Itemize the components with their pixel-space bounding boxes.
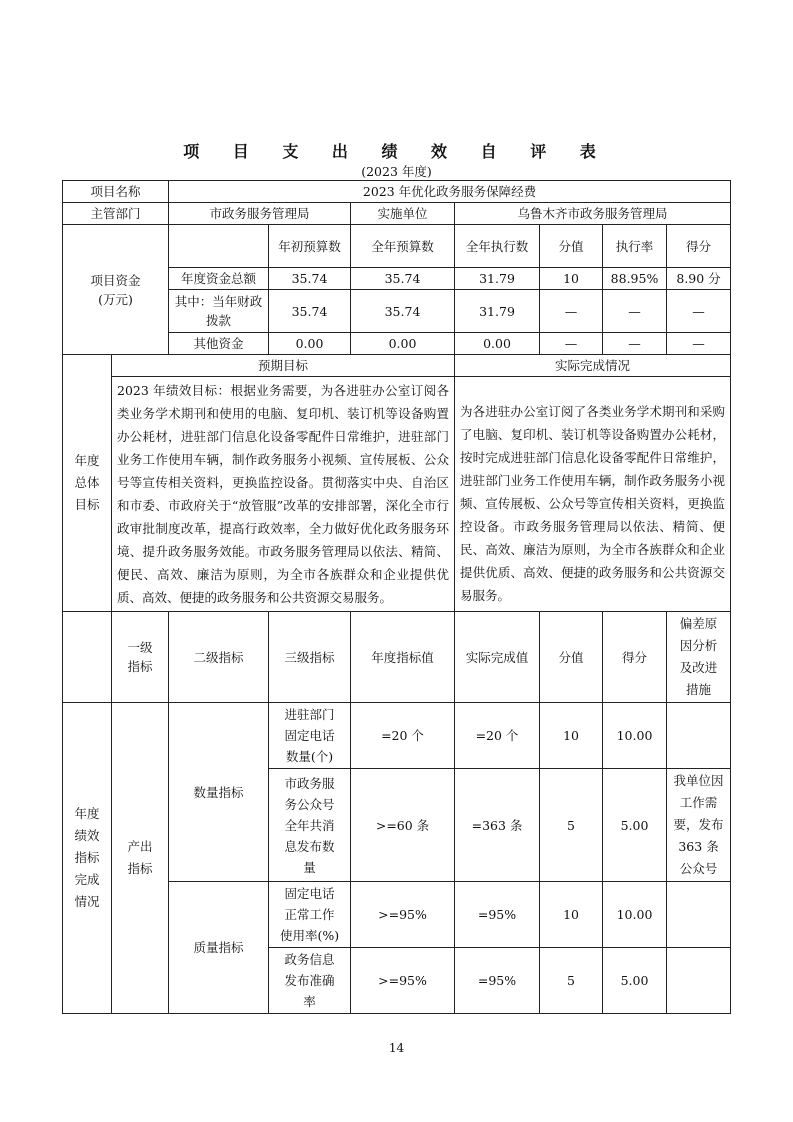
funds-cell: —	[603, 290, 667, 333]
funds-cell: 0.00	[269, 333, 351, 355]
goals-header-row	[63, 355, 731, 377]
funds-cell: 0.00	[351, 333, 455, 355]
actual-value: =363 条	[455, 769, 540, 882]
project-name-value: 2023 年优化政务服务保障经费	[169, 181, 731, 203]
funds-cell: 31.79	[455, 290, 540, 333]
actual-goal-text: 为各进驻办公室订阅了各类业务学术期刊和采购了电脑、复印机、装订机等设备购置办公耗材，按时完成进驻部门信息化设备零配件日常维护，进驻部门业务工作使用车辆，制作政务服务小视频、宣传展板、公众号等宣传相关资料，更换监控设备。市政务服务管理局以依法、精简、便民、高效、廉洁为原则，为全市各族群众和企业提供优质、高效、便捷的政务服务和公共资源交易服务。	[455, 377, 731, 612]
funds-header-annual: 全年预算数	[351, 225, 455, 268]
funds-header-initial: 年初预算数	[269, 225, 351, 268]
funds-header-weight: 分值	[540, 225, 603, 268]
project-name-row	[63, 181, 731, 203]
funds-cell: 35.74	[269, 268, 351, 290]
goals-label: 年度总体目标	[63, 355, 112, 612]
target-value: =20 个	[351, 703, 455, 769]
dept-value: 市政务服务管理局	[169, 203, 351, 225]
funds-header-row	[63, 225, 731, 268]
weight-value: 5	[540, 769, 603, 882]
score-value: 5.00	[603, 769, 667, 882]
funds-header-blank	[169, 225, 269, 268]
weight-value: 5	[540, 948, 603, 1014]
funds-row-label: 其中：当年财政拨款	[169, 290, 269, 333]
funds-cell: 8.90 分	[667, 268, 731, 290]
level3-indicator: 政务信息发布准确率	[269, 948, 351, 1014]
page-subtitle: (2023 年度)	[361, 164, 432, 179]
funds-header-rate: 执行率	[603, 225, 667, 268]
indicator-row	[63, 703, 731, 769]
expected-goal-text: 2023 年绩效目标：根据业务需要，为各进驻办公室订阅各类业务学术期刊和使用的电脑、复印机、装订机等设备购置办公耗材，进驻部门信息化设备零配件日常维护，进驻部门业务工作使用车辆，制作政务服务小视频、宣传展板、公众号等宣传相关资料，更换监控设备。贯彻落实中央、自治区和市委、市政府关于“放管服”改革的安排部署，深化全市行政审批制度改革，提高行政效率，全力做好优化政务服务环境、提升政务服务效能。市政务服务管理局以依法、精简、便民、高效、廉洁为原则，为全市各族群众和企业提供优质、高效、便捷的政务服务和公共资源交易服务。	[112, 377, 455, 612]
header-target: 年度指标值	[351, 612, 455, 703]
funds-cell: 35.74	[351, 268, 455, 290]
funds-row-label: 其他资金	[169, 333, 269, 355]
actual-value: =20 个	[455, 703, 540, 769]
level3-indicator: 固定电话正常工作使用率(%)	[269, 882, 351, 948]
funds-cell: 35.74	[351, 290, 455, 333]
score-value: 10.00	[603, 882, 667, 948]
impl-value: 乌鲁木齐市政务服务管理局	[455, 203, 731, 225]
header-note: 偏差原因分析及改进措施	[667, 612, 731, 703]
actual-goal-header: 实际完成情况	[455, 355, 731, 377]
funds-row-label: 年度资金总额	[169, 268, 269, 290]
weight-value: 10	[540, 882, 603, 948]
header-level1: 一级指标	[112, 612, 169, 703]
funds-cell: —	[667, 290, 731, 333]
level2-indicator: 数量指标	[169, 703, 269, 882]
funds-cell: 35.74	[269, 290, 351, 333]
impl-label: 实施单位	[351, 203, 455, 225]
funds-cell: 88.95%	[603, 268, 667, 290]
level2-indicator: 质量指标	[169, 882, 269, 1014]
header-actual: 实际完成值	[455, 612, 540, 703]
actual-value: =95%	[455, 948, 540, 1014]
funds-header-score: 得分	[667, 225, 731, 268]
expected-goal-header: 预期目标	[112, 355, 455, 377]
score-value: 5.00	[603, 948, 667, 1014]
header-level2: 二级指标	[169, 612, 269, 703]
level1-indicator: 产出指标	[112, 703, 169, 1014]
indicator-header-row	[63, 612, 731, 703]
level3-indicator: 进驻部门固定电话数量(个)	[269, 703, 351, 769]
funds-cell: —	[540, 290, 603, 333]
note-value: 我单位因工作需要，发布 363 条公众号	[667, 769, 731, 882]
dept-label: 主管部门	[63, 203, 169, 225]
weight-value: 10	[540, 703, 603, 769]
indicators-section-label: 年度 绩效 指标 完成 情况	[63, 703, 112, 1014]
funds-cell: —	[667, 333, 731, 355]
page-number: 14	[388, 1041, 405, 1055]
header-level3: 三级指标	[269, 612, 351, 703]
page-title: 项 目 支 出 绩 效 自 评 表	[183, 142, 610, 161]
funds-cell: —	[603, 333, 667, 355]
funds-cell: 0.00	[455, 333, 540, 355]
actual-value: =95%	[455, 882, 540, 948]
funds-cell: 10	[540, 268, 603, 290]
score-value: 10.00	[603, 703, 667, 769]
goals-content-row	[63, 377, 731, 612]
header-score: 得分	[603, 612, 667, 703]
funds-header-executed: 全年执行数	[455, 225, 540, 268]
note-value	[667, 882, 731, 948]
target-value: >=95%	[351, 948, 455, 1014]
header-weight: 分值	[540, 612, 603, 703]
funds-cell: —	[540, 333, 603, 355]
project-name-label: 项目名称	[63, 181, 169, 203]
department-row	[63, 203, 731, 225]
level3-indicator: 市政务服务公众号全年共消息发布数量	[269, 769, 351, 882]
note-value	[667, 948, 731, 1014]
funds-cell: 31.79	[455, 268, 540, 290]
funds-label: 项目资金 (万元)	[63, 225, 169, 355]
indicator-header-blank	[63, 612, 112, 703]
note-value	[667, 703, 731, 769]
target-value: >=60 条	[351, 769, 455, 882]
target-value: >=95%	[351, 882, 455, 948]
performance-table	[62, 180, 731, 1014]
